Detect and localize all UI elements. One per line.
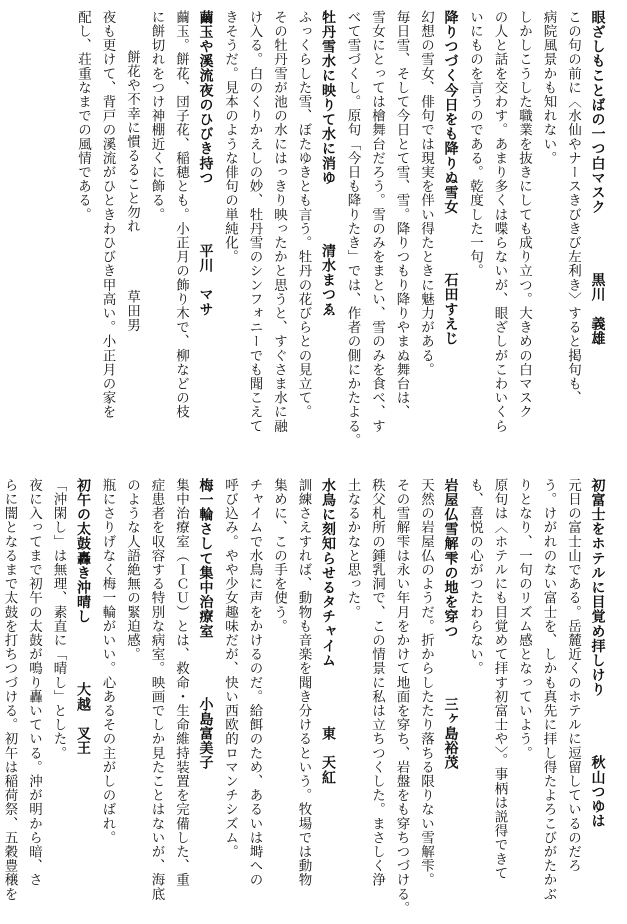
- commentary-line: しかしこうした職業を抜きにしても成り立つ。大きめの白マスク: [516, 10, 532, 419]
- commentary-line: その雪解雫は永い年月をかけて地面を穿ち、岩盤をも穿ちつづける。: [393, 478, 410, 916]
- commentary-line: きそうだ。見本のような俳句の単純化。: [222, 10, 238, 264]
- commentary-line: 土なるかなと思った。: [344, 478, 361, 619]
- commentary-line: 秩父札所の鍾乳洞で、この情景に私は立ちつくした。まさしく浄: [369, 478, 385, 887]
- commentary-line: け入る。白のくりかえしの妙、牡丹雪のシンフォニーでも聞こえて: [246, 10, 263, 433]
- haiku-heading: 岩屋仏雪解雫の地を穿つ 三ヶ島裕茂: [442, 478, 459, 770]
- commentary-line: 夜も更けて、背戸の溪流がひときわひびき甲高い。小正月の家を: [99, 10, 116, 419]
- commentary-line: チャイムで水鳥に声をかけるのだ。給餌のため、あるいは塒への: [246, 478, 263, 887]
- commentary-line: べて雪づくし。原句「今日も降りたき」では、作者の側にかたよる。: [344, 10, 361, 448]
- commentary-line: 繭玉。餅花、団子花、稲穂とも。小正月の飾り木で、柳などの枝: [173, 10, 189, 419]
- commentary-line: 配し、荘重なまでの風情である。: [75, 10, 91, 222]
- commentary-line: 瓶にさりげなく梅一輪がいい。心あるその主がしのばれ。: [99, 478, 116, 845]
- commentary-line: に餅切れをつけ神棚近くに飾る。: [148, 10, 165, 222]
- commentary-line: 幻想の雪女、俳句では現実を伴い得たときに魅力がある。: [418, 10, 434, 377]
- commentary-line: この句の前に〈水仙やナースきびきび左利き〉すると掲句も、: [565, 10, 581, 405]
- haiku-heading: 牡丹雪水に映りて水に消ゆ 清水まつゑ: [320, 10, 336, 317]
- commentary-line: 集中治療室（ＩＣＵ）とは、救命・生命維持装置を完備した、重: [173, 478, 189, 887]
- haiku-heading: 降りつづく今日をも降りぬ雪女 石田すえじ: [442, 10, 459, 346]
- commentary-line: の人と話を交わす。あまり多くは喋らないが、眼ざしがこわいくら: [491, 10, 508, 433]
- commentary-line: 「沖閑し」は無理、素直に「晴し」とした。: [50, 478, 67, 760]
- commentary-line: 訓練さえすれば、動物も音楽を聞き分けるという。牧場では動物: [295, 478, 312, 887]
- commentary-line: りとなり、一句のリズム感となっていよう。: [516, 478, 532, 760]
- commentary-line: 症患者を収容する特別な病室。映画でしか見たことはないが、海底: [148, 478, 165, 901]
- commentary-line: 呼び込み。やや少女趣味だが、快い西欧的ロマンチシズム。: [222, 478, 238, 859]
- commentary-line: 天然の岩屋仏のようだ。折からしたたり落ちる限りない雪解雫。: [418, 478, 434, 887]
- commentary-line: 毎日雪、そして今日とて雪、雪。降りつもり降りやまぬ舞台は、: [393, 10, 410, 419]
- commentary-line: その牡丹雪が池の水にはっきり映ったかと思うと、すぐさま水に融: [271, 10, 287, 433]
- commentary-line: 夜に入ってまで初午の太鼓が鳴り轟いている。沖が明から暗、さ: [26, 478, 42, 887]
- commentary-line: う。けがれのない富士を、しかも真先に拝し得たよろこびがたかぶ: [540, 478, 557, 901]
- commentary-line: ふっくらした雪、ぼたゆきとも言う。牡丹の花びらとの見立て。: [295, 10, 312, 419]
- commentary-line: 原句は〈ホテルにも目覚めて拝す初富士や〉。事柄は説得できて: [491, 478, 508, 881]
- commentary-line: いにものを言うのである。乾度した一句。: [467, 10, 483, 278]
- commentary-line: のような人語絶無の緊迫感。: [124, 478, 140, 662]
- haiku-heading: 初午の太鼓轟き沖晴し 大越 叉王: [75, 478, 91, 756]
- haiku-heading: 眼ざしもことばの一つ白マスク 黒川 義雄: [589, 10, 606, 346]
- quoted-haiku: 餅花や不幸に慣るること勿れ 草田男: [124, 50, 140, 332]
- haiku-heading: 繭玉や溪流夜のひびき持つ 平川 マサ: [197, 10, 214, 317]
- commentary-line: 元日の富士山である。岳麓近くのホテルに逗留しているのだろ: [565, 478, 581, 873]
- haiku-heading: 水鳥に刻知らせるタチャイム 東 天紅: [320, 478, 336, 785]
- commentary-line: 雪女にとっては檜舞台だろう。雪のみをまとい、雪のみを食べ、す: [369, 10, 385, 433]
- commentary-line: 病院風景かも知れない。: [540, 10, 557, 166]
- commentary-line: 集めに、この手を使う。: [271, 478, 287, 634]
- haiku-heading: 初富士をホテルに目覚め拝しけり 秋山つゆは: [589, 478, 606, 829]
- commentary-line: も、喜悦の心がつたわらない。: [467, 478, 483, 676]
- commentary-line: らに闇となるまで太鼓を打ちつづける。初午は稲荷祭、五穀豊穣を: [1, 478, 18, 901]
- haiku-heading: 梅一輪さして集中治療室 小島富美子: [197, 478, 214, 770]
